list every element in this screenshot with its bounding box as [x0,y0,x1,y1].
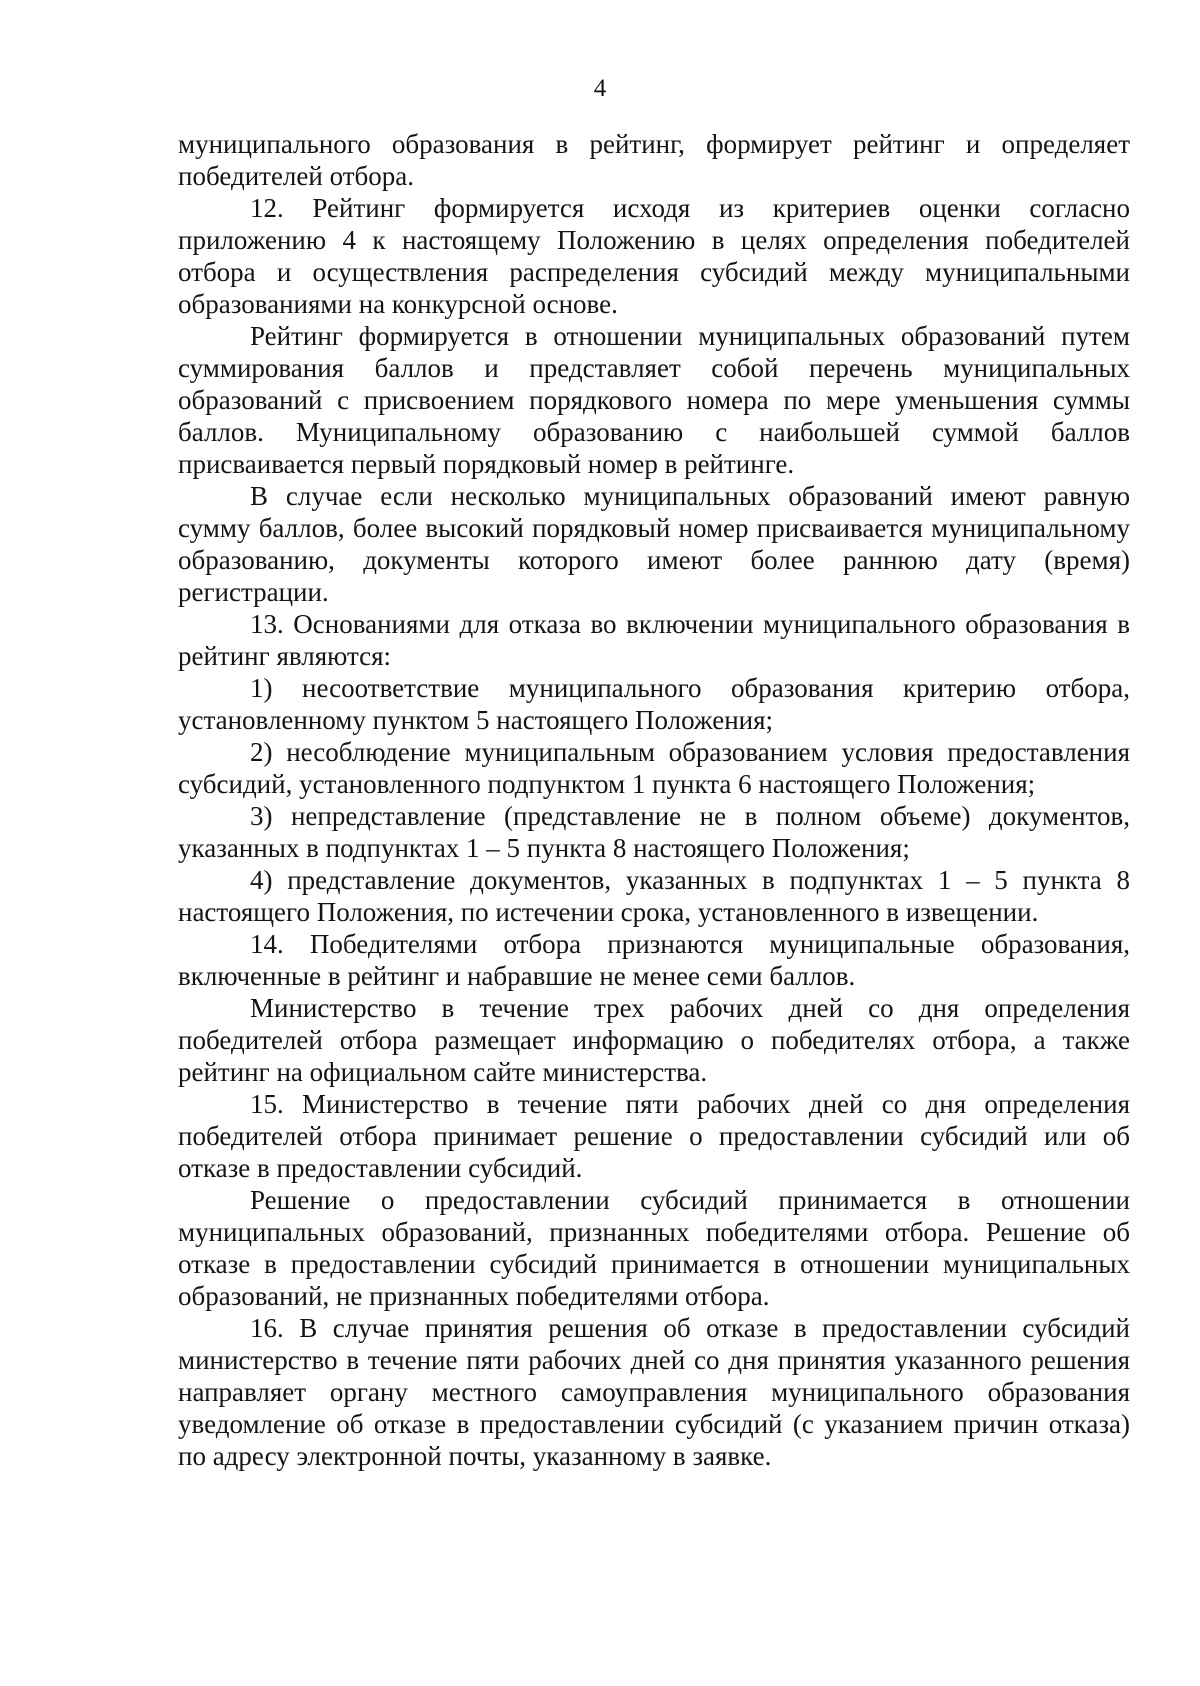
list-item-13-1: 1) несоответствие муниципального образования критерию отбора, установленному пунктом 5 настоящего Положения; [178,673,1130,735]
paragraph-rating-formation: Рейтинг формируется в отношении муниципальных образований путем суммирования баллов и представляет собой перечень муниципальных образований с присвоением порядкового номера по мере уменьшения суммы баллов. Муниципальному образованию с наибольшей суммой баллов присваивается первый порядковый номер в рейтинге. [178,321,1130,479]
list-item-13-2: 2) несоблюдение муниципальным образованием условия предоставления субсидий, установленного подпунктом 1 пункта 6 настоящего Положения; [178,737,1130,799]
paragraph-continuation: муниципального образования в рейтинг, формирует рейтинг и определяет победителей отбора. [178,129,1130,191]
paragraph-item-16: 16. В случае принятия решения об отказе в предоставлении субсидий министерство в течение пяти рабочих дней со дня принятия указанного решения направляет органу местного самоуправления муниципального образования уведомление об отказе в предоставлении субсидий (с указанием причин отказа) по адресу электронной почты, указанному в заявке. [178,1313,1130,1471]
paragraph-equal-scores: В случае если несколько муниципальных образований имеют равную сумму баллов, более высокий порядковый номер присваивается муниципальному образованию, документы которого имеют более раннюю дату (время) регистрации. [178,481,1130,607]
document-body [178,128,1130,1472]
page-number: 4 [593,75,607,102]
paragraph-item-14: 14. Победителями отбора признаются муниципальные образования, включенные в рейтинг и набравшие не менее семи баллов. [178,929,1130,991]
paragraph-item-13: 13. Основаниями для отказа во включении муниципального образования в рейтинг являются: [178,609,1130,671]
list-item-13-3: 3) непредставление (представление не в полном объеме) документов, указанных в подпунктах 1 – 5 пункта 8 настоящего Положения; [178,801,1130,863]
paragraph-decision: Решение о предоставлении субсидий принимается в отношении муниципальных образований, признанных победителями отбора. Решение об отказе в предоставлении субсидий принимается в отношении муниципальных образований, не признанных победителями отбора. [178,1185,1130,1311]
paragraph-ministry-publication: Министерство в течение трех рабочих дней со дня определения победителей отбора размещает информацию о победителях отбора, а также рейтинг на официальном сайте министерства. [178,993,1130,1087]
paragraph-item-15: 15. Министерство в течение пяти рабочих дней со дня определения победителей отбора принимает решение о предоставлении субсидий или об отказе в предоставлении субсидий. [178,1089,1130,1183]
list-item-13-4: 4) представление документов, указанных в подпунктах 1 – 5 пункта 8 настоящего Положения, по истечении срока, установленного в извещении. [178,865,1130,927]
paragraph-item-12: 12. Рейтинг формируется исходя из критериев оценки согласно приложению 4 к настоящему Положению в целях определения победителей отбора и осуществления распределения субсидий между муниципальными образованиями на конкурсной основе. [178,193,1130,319]
